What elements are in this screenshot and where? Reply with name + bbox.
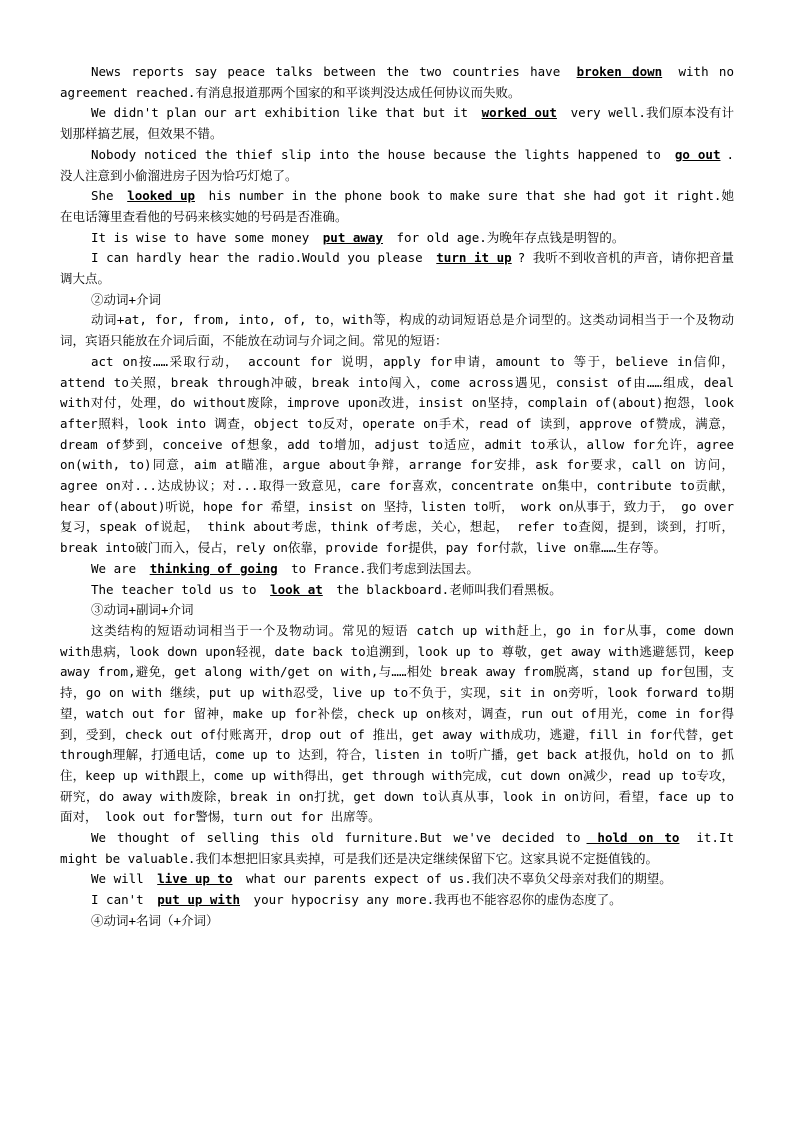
document-page: [60, 62, 734, 932]
answer-phrase: looked up: [127, 188, 195, 204]
answer-phrase: hold on to: [586, 830, 680, 846]
text-run: what our parents expect of us.我们决不辜负父母亲对我们的期望。: [238, 871, 672, 887]
answer-phrase: put up with: [157, 892, 241, 908]
text-run: 这类结构的短语动词相当于一个及物动词。常见的短语 catch up with赶上，go in for从事，come down with患病，look down upon轻视，date back to追溯到，look up to 尊敬，get away with逃避惩罚，keep away from,避免，get along with/get on with,与……相处 break away from脱离，stand up for包围，支持，go on with 继续，put up with忍受，live up to不负于，实现，sit in on旁听，look forward to期望，watch out for 留神，make up for补偿，check up on核对，调查，run out of用光，come in for得到，受到，check out of付账离开，drop out of 推出，get away with成功，逃避，fill in for代替，get through理解，打通电话，come up to 达到，符合，listen in to听广播，get back at报仇，hold on to 抓住，keep up with跟上，come up with得出，get through with完成，cut down on减少，read up to专攻，研究，do away with废除，break in on打扰，get down to认真从事，look in on访问，看望，face up to 面对， look out for警惕，turn out for 出席等。: [60, 622, 734, 825]
text-run: ④动词+名词（+介词）: [91, 912, 219, 928]
answer-phrase: broken down: [576, 64, 663, 79]
answer-phrase: turn it up: [436, 250, 512, 266]
text-run: for old age.为晚年存点钱是明智的。: [389, 229, 625, 245]
text-run: the blackboard.老师叫我们看黑板。: [328, 581, 562, 597]
text-run: It is wise to have some money: [91, 229, 317, 245]
text-run: I can't: [91, 892, 152, 908]
text-run: .没人注意到小偷溜进房子因为恰巧灯熄了。: [60, 146, 734, 183]
paragraph: [60, 621, 734, 828]
paragraph: [60, 103, 734, 144]
text-run: your hypocrisy any more.我再也不能容忍你的虚伪态度了。: [246, 892, 622, 908]
text-run: with no agreement reached.有消息报道那两个国家的和平谈判没达成任何协议而失败。: [60, 64, 734, 100]
text-run: Nobody noticed the thief slip into the house because the lights happened to: [91, 146, 669, 162]
text-run: We didn't plan our art exhibition like that but it: [91, 105, 476, 121]
text-run: We thought of selling this old furniture.But we've decided to: [91, 830, 581, 846]
text-run: We will: [91, 871, 152, 887]
answer-phrase: go out: [674, 146, 721, 162]
text-run: very well.我们原本没有计划那样搞艺展，但效果不错。: [60, 105, 734, 142]
paragraph: [60, 352, 734, 559]
paragraph: [60, 869, 734, 890]
text-run: 动词+at, for, from, into, of, to，with等，构成的动词短语总是介词型的。这类动词相当于一个及物动词，宾语只能放在介词后面，不能放在动词与介词之间。常见的短语：: [60, 312, 734, 349]
text-run: to France.我们考虑到法国去。: [283, 560, 479, 576]
paragraph: [60, 62, 734, 103]
text-run: his number in the phone book to make sure that she had got it right.她在电话簿里查看他的号码来核实她的号码是否准确。: [60, 188, 734, 224]
text-run: We are: [91, 560, 144, 576]
paragraph: [60, 559, 734, 580]
text-run: act on按……采取行动， account for 说明，apply for申请，amount to 等于，believe in信仰，attend to关照，break through冲破，break into闯入，come across遇见，consist of由……组成，deal with对付，处理，do without废除，improve upon改进，insist on坚持，complain of(about)抱怨，look after照料，look into 调查，object to反对，operate on手术，read of 读到，approve of赞成，满意，dream of梦到，conceive of想象，add to增加，adjust to适应，admit to承认，allow for允许，agree on(with, to)同意，aim at瞄准，argue about争辩，arrange for安排，ask for要求，call on 访问，agree on对...达成协议；对...取得一致意见，care for喜欢，concentrate on集中，contribute to贡献，hear of(about)听说，hope for 希望，insist on 坚持，listen to听， work on从事于，致力于， go over复习，speak of说起， think about考虑，think of考虑，关心，想起， refer to查阅，提到，谈到，打听，break into破门而入，侵占，rely on依靠，provide for提供，pay for付款，live on靠……生存等。: [60, 353, 734, 556]
paragraph: [60, 290, 734, 311]
text-run: I can hardly hear the radio.Would you please: [91, 250, 431, 266]
text-run: News reports say peace talks between the two countries have: [91, 64, 571, 79]
paragraph: [60, 600, 734, 621]
paragraph: [60, 310, 734, 351]
paragraph: [60, 228, 734, 249]
text-run: ? 我听不到收音机的声音，请你把音量调大点。: [60, 250, 734, 287]
text-run: ③动词+副词+介词: [91, 602, 194, 618]
text-run: it.It might be valuable.我们本想把旧家具卖掉，可是我们还是决定继续保留下它。这家具说不定挺值钱的。: [60, 830, 734, 866]
paragraph: [60, 248, 734, 289]
paragraph: [60, 911, 734, 932]
paragraph: [60, 890, 734, 911]
answer-phrase: worked out: [481, 105, 557, 121]
paragraph: [60, 580, 734, 601]
answer-phrase: live up to: [157, 871, 233, 887]
paragraph: [60, 145, 734, 186]
text-run: The teacher told us to: [91, 581, 265, 597]
text-run: She: [91, 188, 122, 204]
answer-phrase: put away: [322, 229, 383, 245]
answer-phrase: thinking of going: [149, 560, 278, 576]
paragraph: [60, 828, 734, 869]
text-run: ②动词+介词: [91, 291, 162, 307]
answer-phrase: look at: [270, 581, 323, 597]
paragraph: [60, 186, 734, 227]
